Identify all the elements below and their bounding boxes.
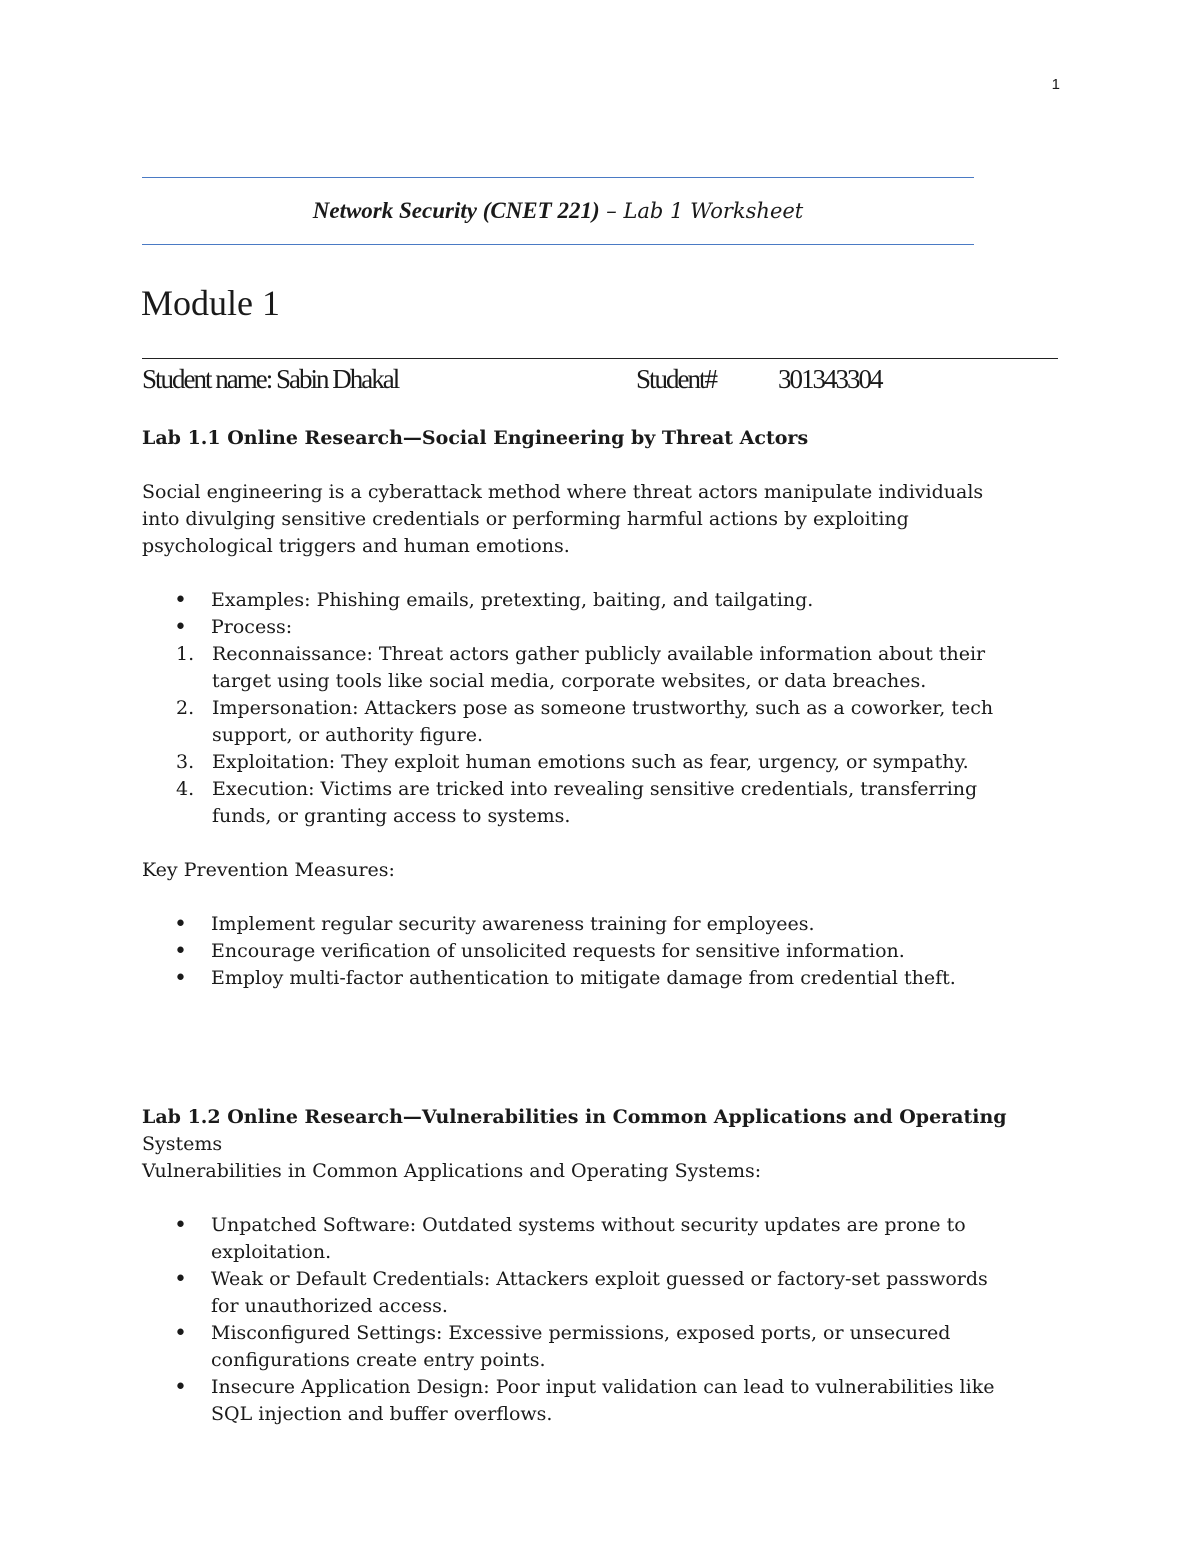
list-item: • Encourage verification of unsolicited requests for sensitive information.	[142, 938, 1062, 965]
title-top-rule	[142, 177, 974, 178]
list-item: • Unpatched Software: Outdated systems without security updates are prone to exploitation.	[142, 1212, 1002, 1266]
list-item: • Examples: Phishing emails, pretexting, baiting, and tailgating.	[142, 587, 1062, 614]
list-item: • Misconfigured Settings: Excessive permissions, exposed ports, or unsecured configurations create entry points.	[142, 1320, 1002, 1374]
list-item: • Weak or Default Credentials: Attackers exploit guessed or factory-set passwords for unauthorized access.	[142, 1266, 1002, 1320]
page-number: 1	[1051, 76, 1060, 93]
process-step	[142, 776, 1042, 830]
lab-1-2-section	[142, 1104, 1062, 1428]
student-info-row	[142, 364, 1058, 400]
list-item: • Implement regular security awareness training for employees.	[142, 911, 1062, 938]
prevention-label: Key Prevention Measures:	[142, 859, 395, 881]
lab-1-2-subheading: Vulnerabilities in Common Applications and Operating Systems:	[142, 1160, 762, 1182]
step-text: Impersonation: Attackers pose as someone trustworthy, such as a coworker, tech support, or authority figure.	[212, 697, 994, 746]
student-name: Student name: Sabin Dhakal	[142, 364, 399, 394]
student-number-label: Student#	[636, 364, 717, 394]
step-text: Exploitation: They exploit human emotions such as fear, urgency, or sympathy.	[212, 751, 969, 773]
process-step	[142, 641, 1042, 695]
step-number: 4.	[176, 778, 195, 800]
list-item: • Insecure Application Design: Poor input validation can lead to vulnerabilities like SQL injection and buffer overflows.	[142, 1374, 1002, 1428]
vulnerabilities-list	[142, 1212, 1002, 1428]
lab-1-2-heading-bold: Lab 1.2 Online Research—Vulnerabilities in Common Applications and Operating	[142, 1106, 1007, 1128]
document-title	[142, 198, 974, 224]
worksheet-title: – Lab 1 Worksheet	[599, 199, 804, 223]
process-steps-list	[142, 641, 1042, 830]
student-divider	[142, 358, 1058, 359]
lab-1-2-heading	[142, 1104, 1062, 1158]
step-number: 1.	[176, 643, 195, 665]
step-text: Reconnaissance: Threat actors gather publicly available information about their target using tools like social media, corporate websites, or data breaches.	[212, 643, 986, 692]
process-step	[142, 695, 1042, 749]
lab-1-1-heading: Lab 1.1 Online Research—Social Engineering by Threat Actors	[142, 427, 809, 449]
step-number: 3.	[176, 751, 195, 773]
lab-1-1-bullet-list	[142, 587, 1062, 641]
process-step	[142, 749, 1042, 776]
prevention-list	[142, 911, 1062, 992]
list-item: • Employ multi-factor authentication to mitigate damage from credential theft.	[142, 965, 1062, 992]
step-number: 2.	[176, 697, 195, 719]
list-item: • Process:	[142, 614, 1062, 641]
course-title: Network Security (CNET 221)	[312, 198, 600, 223]
student-number-value: 301343304	[778, 364, 882, 394]
module-heading: Module 1	[141, 283, 280, 323]
lab-1-2-heading-rest: Systems	[142, 1133, 223, 1155]
step-text: Execution: Victims are tricked into revealing sensitive credentials, transferring funds, or granting access to systems.	[212, 778, 978, 827]
title-bottom-rule	[142, 244, 974, 245]
lab-1-1-intro: Social engineering is a cyberattack method where threat actors manipulate individuals into divulging sensitive credentials or performing harmful actions by exploiting psychological triggers and human emotions.	[142, 481, 984, 557]
lab-1-1-section	[142, 425, 1062, 992]
